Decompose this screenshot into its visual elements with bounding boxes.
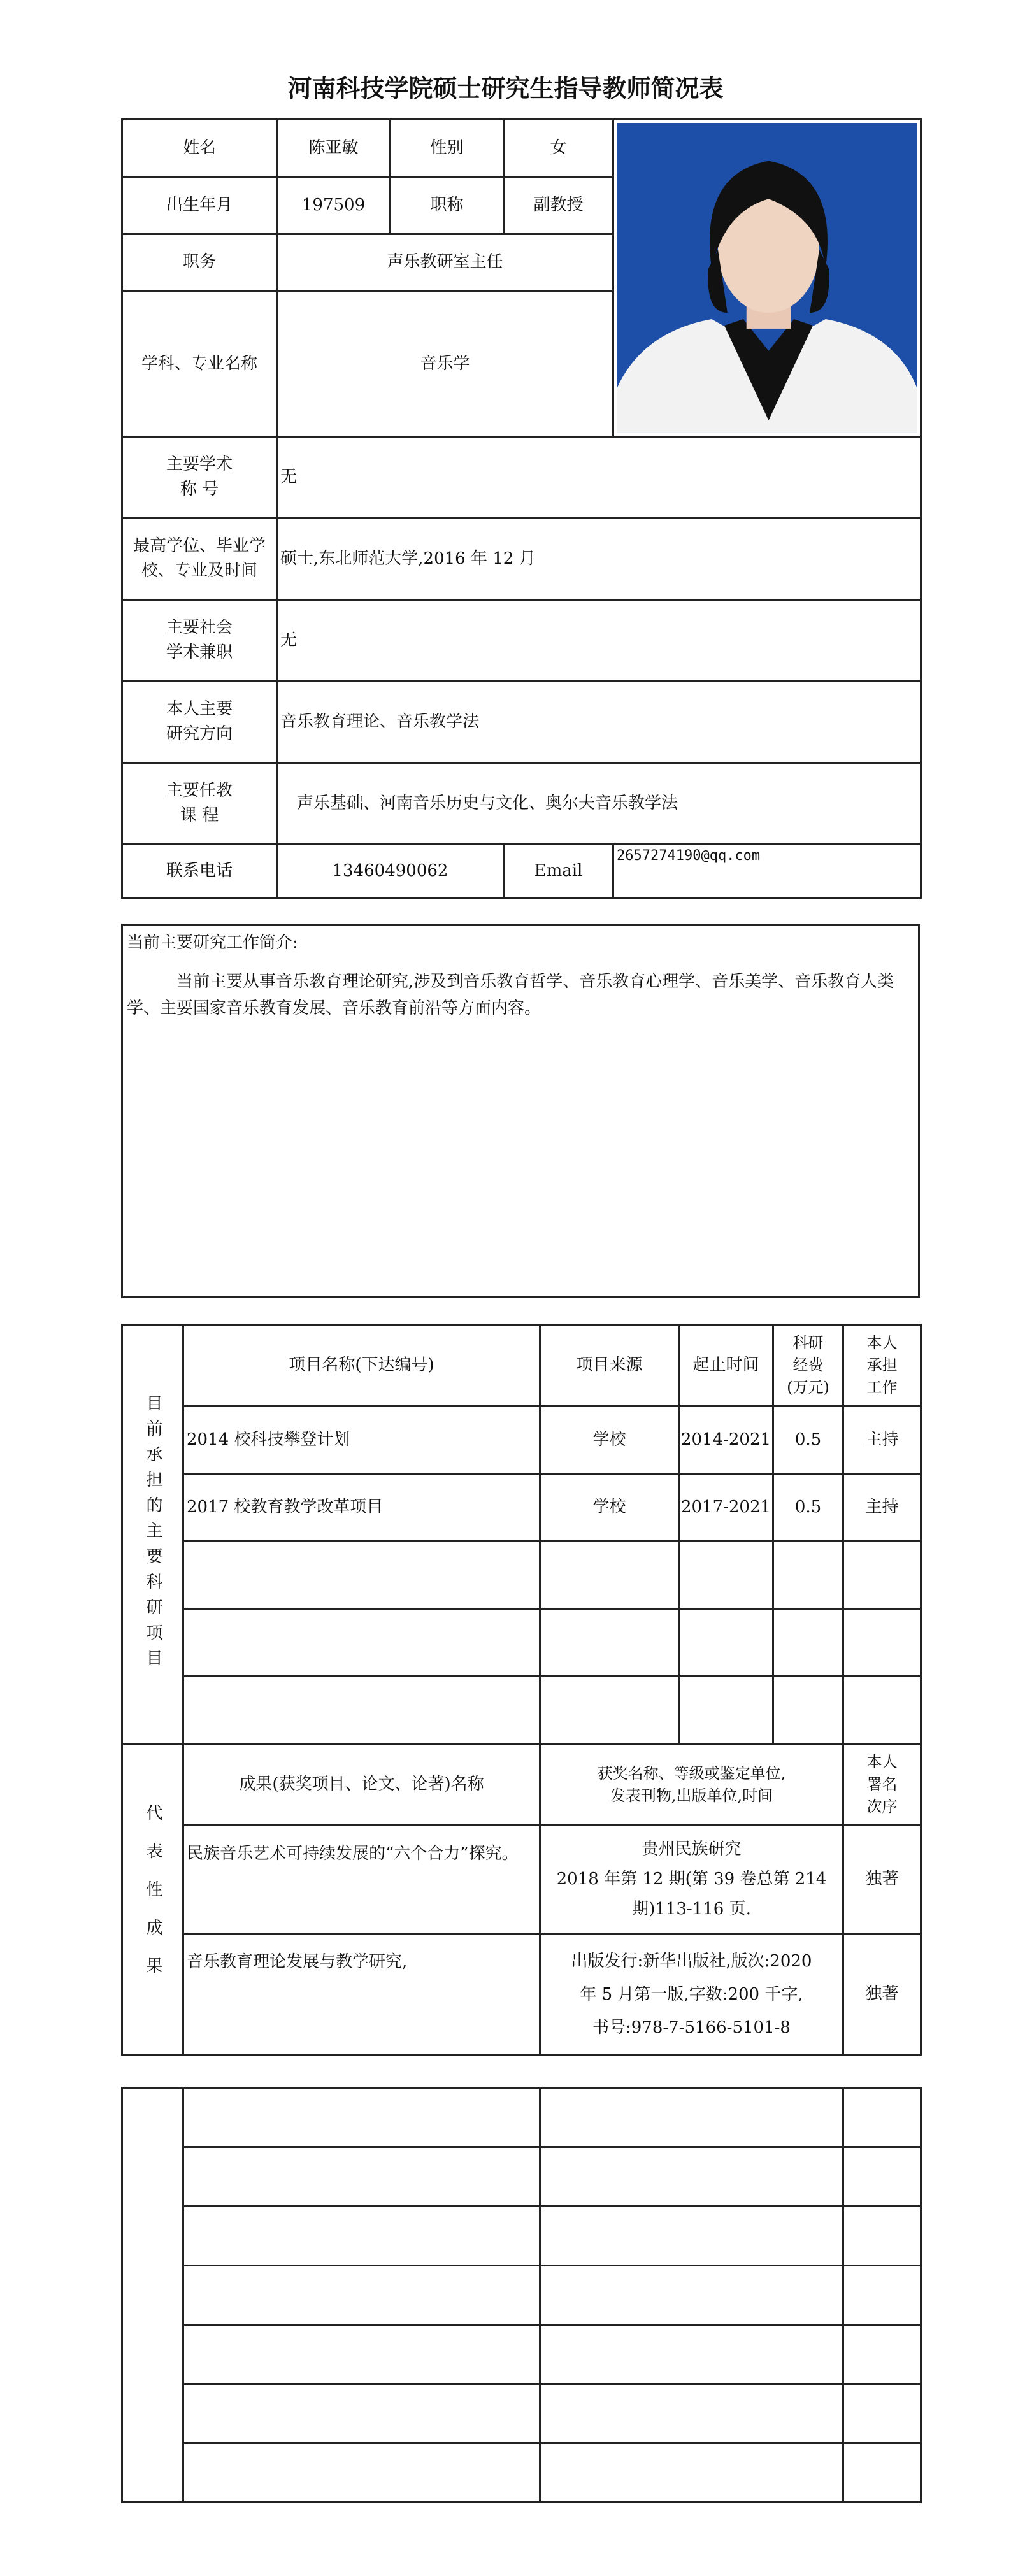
- phone-value: 13460490062: [277, 844, 504, 898]
- achievement-name: 音乐教育理论发展与教学研究,: [183, 1934, 540, 2055]
- project-funding-header: 科研 经费 (万元): [773, 1325, 843, 1406]
- portrait-image: [617, 123, 917, 433]
- table-row-empty: [122, 2444, 921, 2503]
- social-label: 主要社会 学术兼职: [122, 599, 277, 681]
- table-row: [122, 1406, 921, 1474]
- table-row-empty: [122, 1542, 921, 1609]
- courses-value: 声乐基础、河南音乐历史与文化、奥尔夫音乐教学法: [277, 762, 921, 844]
- major-label: 学科、专业名称: [122, 291, 277, 437]
- research-label: 本人主要 研究方向: [122, 681, 277, 762]
- achievements-section-label: 代表性成果: [122, 1744, 183, 2055]
- project-name: 2017 校教育教学改革项目: [183, 1474, 540, 1542]
- rank-value: 副教授: [504, 176, 613, 234]
- project-source: 学校: [540, 1406, 679, 1474]
- research-value: 音乐教育理论、音乐教学法: [277, 681, 921, 762]
- portrait-photo: [613, 120, 921, 437]
- blank-continuation-table: [121, 2087, 922, 2503]
- summary-text: 当前主要从事音乐教育理论研究,涉及到音乐教育哲学、音乐教育心理学、音乐美学、音乐教育人类学、主要国家音乐教育发展、音乐教育前沿等方面内容。: [127, 972, 894, 1018]
- research-summary-box: [121, 924, 920, 1298]
- name-value: 陈亚敏: [277, 120, 391, 177]
- achievement-venue: 贵州民族研究 2018 年第 12 期(第 39 卷总第 214 期)113-116 页.: [540, 1826, 843, 1934]
- phone-label: 联系电话: [122, 844, 277, 898]
- courses-label: 主要任教 课 程: [122, 762, 277, 844]
- degree-value: 硕士,东北师范大学,2016 年 12 月: [277, 518, 921, 599]
- project-name: 2014 校科技攀登计划: [183, 1406, 540, 1474]
- project-period-header: 起止时间: [679, 1325, 773, 1406]
- social-value: 无: [277, 599, 921, 681]
- teacher-info-table: [121, 118, 922, 899]
- table-row-empty: [122, 1677, 921, 1744]
- academic-title-value: 无: [277, 436, 921, 518]
- table-row-empty: [122, 1609, 921, 1677]
- project-name-header: 项目名称(下达编号): [183, 1325, 540, 1406]
- achievement-order: 独著: [843, 1826, 921, 1934]
- achievement-order-header: 本人 署名 次序: [843, 1744, 921, 1826]
- table-row: [122, 1934, 921, 2055]
- project-role: 主持: [843, 1474, 921, 1542]
- achievement-order: 独著: [843, 1934, 921, 2055]
- project-period: 2014-2021: [679, 1406, 773, 1474]
- academic-title-label: 主要学术 称 号: [122, 436, 277, 518]
- table-row-empty: [122, 2325, 921, 2384]
- table-row-empty: [122, 2266, 921, 2325]
- degree-label: 最高学位、毕业学 校、专业及时间: [122, 518, 277, 599]
- achievement-venue: 出版发行:新华出版社,版次:2020 年 5 月第一版,字数:200 千字, 书号:978-7-5166-5101-8: [540, 1934, 843, 2055]
- project-source-header: 项目来源: [540, 1325, 679, 1406]
- achievement-venue-header: 获奖名称、等级或鉴定单位, 发表刊物,出版单位,时间: [540, 1744, 843, 1826]
- project-role: 主持: [843, 1406, 921, 1474]
- email-label: Email: [504, 844, 613, 898]
- achievement-name: 民族音乐艺术可持续发展的“六个合力”探究。: [183, 1826, 540, 1934]
- table-row-empty: [122, 2207, 921, 2266]
- project-funding: 0.5: [773, 1406, 843, 1474]
- projects-achievements-table: [121, 1324, 922, 2056]
- gender-label: 性别: [391, 120, 504, 177]
- table-row: [122, 1474, 921, 1542]
- gender-value: 女: [504, 120, 613, 177]
- project-source: 学校: [540, 1474, 679, 1542]
- page-title: 河南科技学院硕士研究生指导教师简况表: [287, 75, 724, 103]
- project-funding: 0.5: [773, 1474, 843, 1542]
- project-period: 2017-2021: [679, 1474, 773, 1542]
- major-value: 音乐学: [277, 291, 613, 437]
- table-row: [122, 1826, 921, 1934]
- projects-section-label: 目前承担的主要科研项目: [122, 1325, 183, 1744]
- achievement-name-header: 成果(获奖项目、论文、论著)名称: [183, 1744, 540, 1826]
- post-value: 声乐教研室主任: [277, 234, 613, 291]
- birth-value: 197509: [277, 176, 391, 234]
- project-role-header: 本人 承担 工作: [843, 1325, 921, 1406]
- table-row-empty: [122, 2147, 921, 2207]
- rank-label: 职称: [391, 176, 504, 234]
- email-value: 2657274190@qq.com: [613, 844, 921, 898]
- birth-label: 出生年月: [122, 176, 277, 234]
- blank-section-label: [122, 2088, 183, 2503]
- table-row-empty: [122, 2384, 921, 2444]
- name-label: 姓名: [122, 120, 277, 177]
- summary-heading: 当前主要研究工作简介:: [127, 933, 298, 952]
- post-label: 职务: [122, 234, 277, 291]
